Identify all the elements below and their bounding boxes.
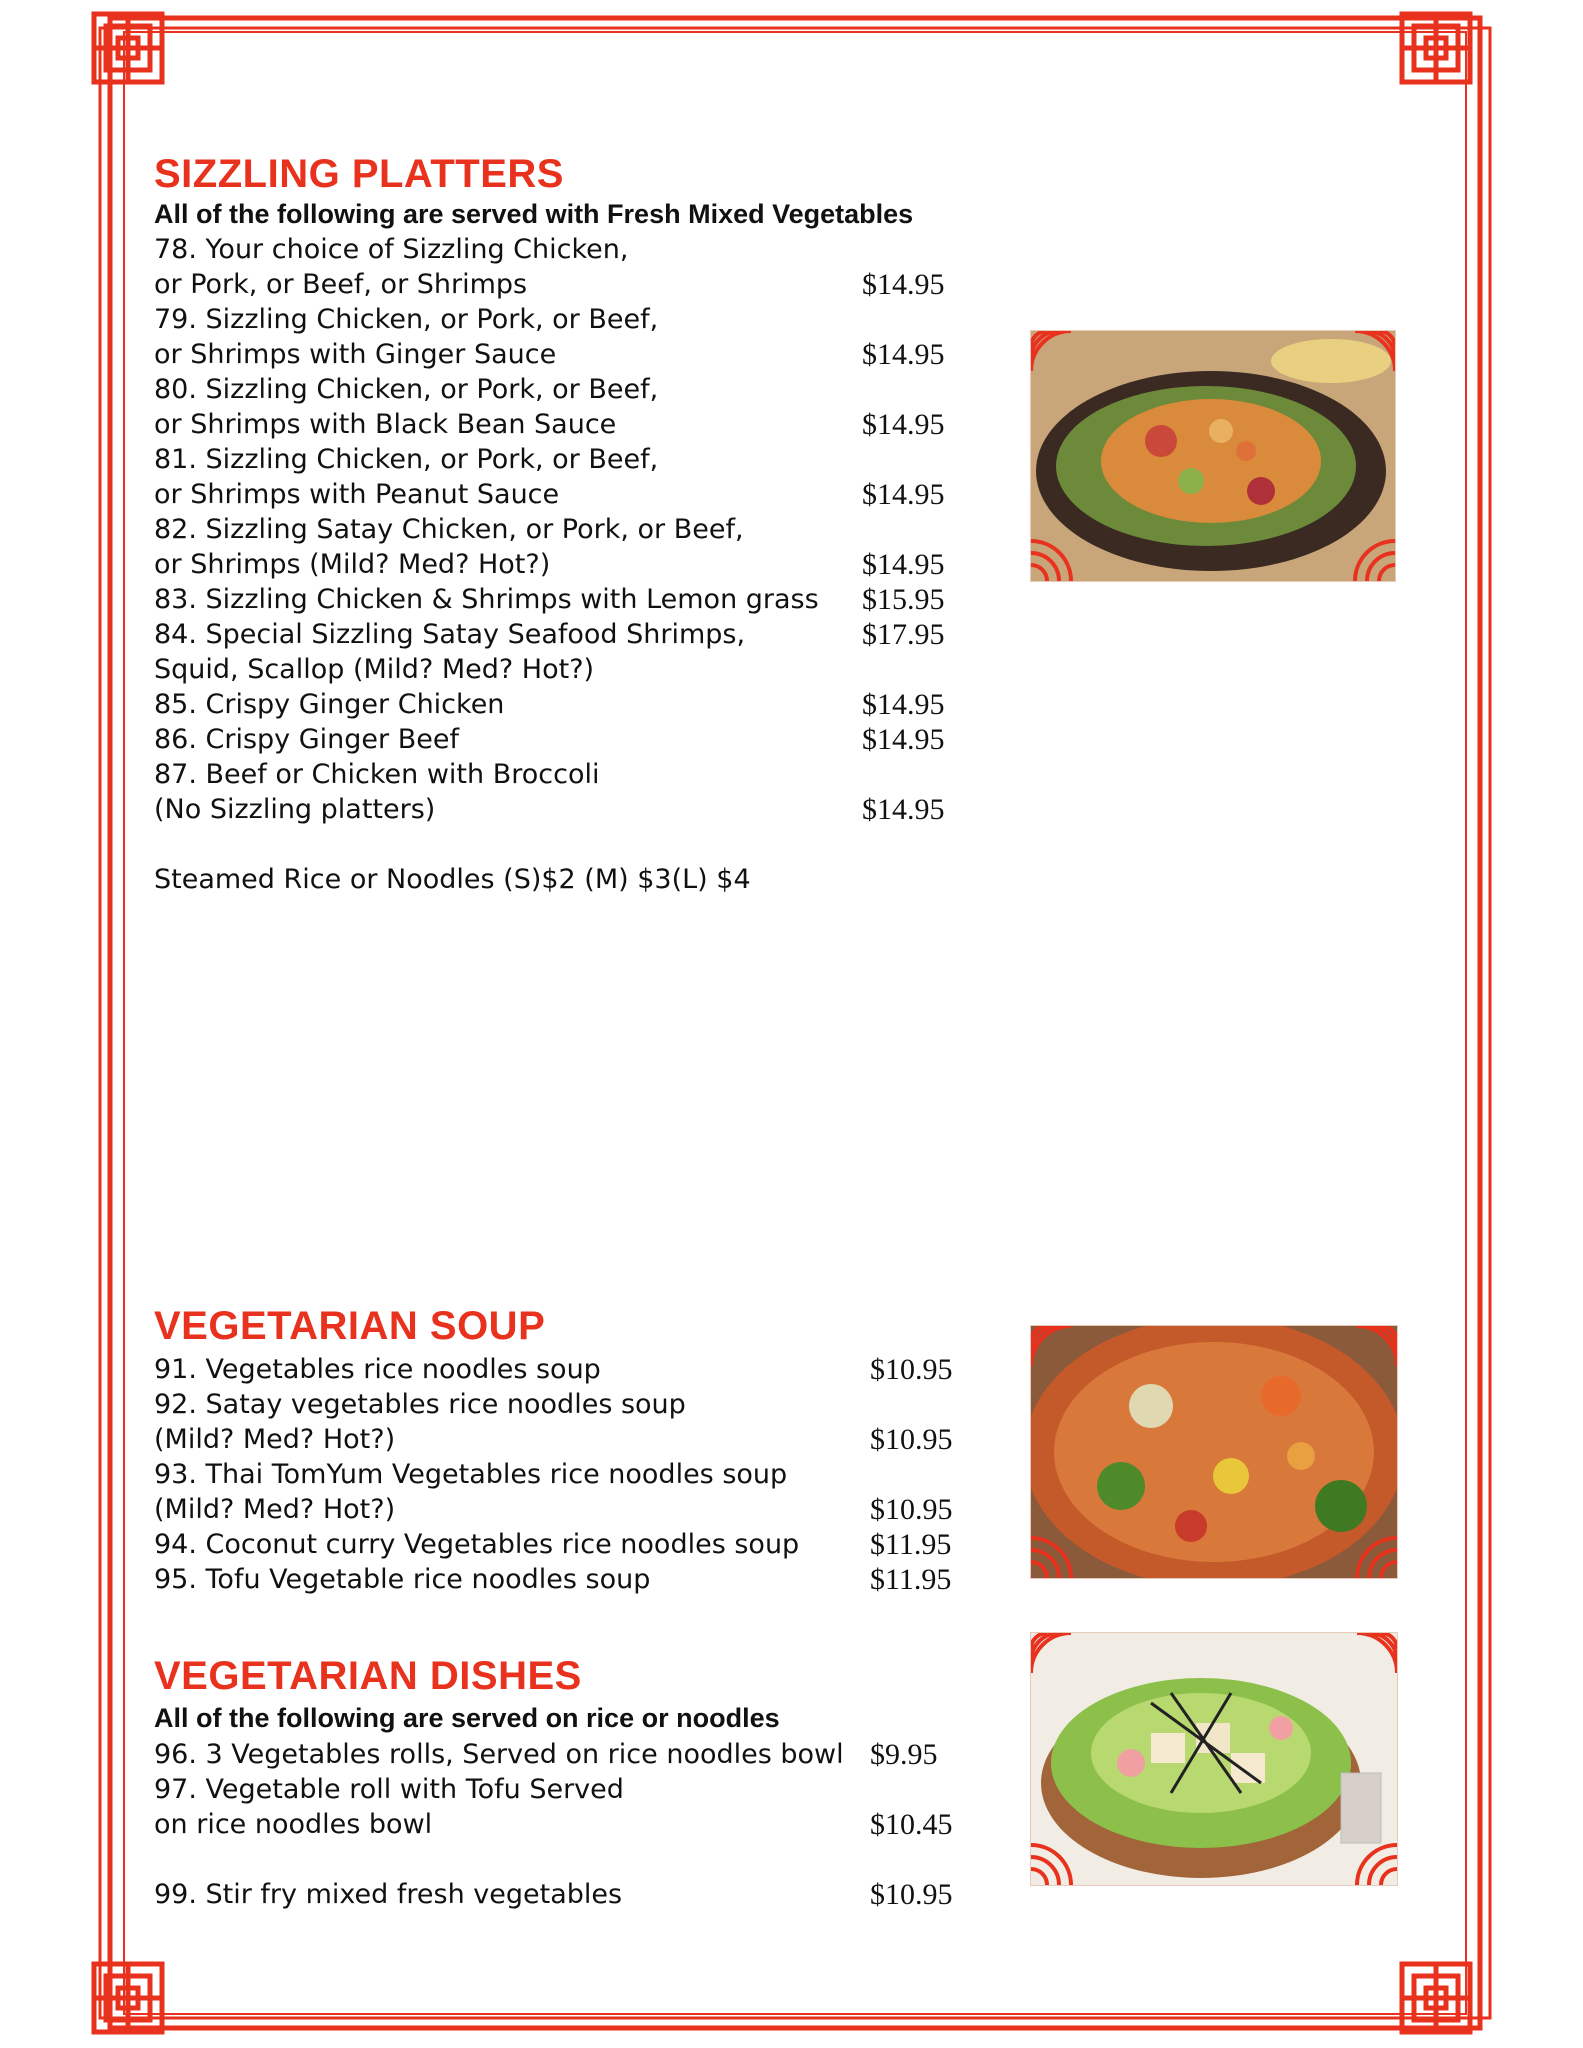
menu-item-80-line2: or Shrimps with Black Bean Sauce	[154, 409, 617, 440]
price-78: $14.95	[862, 268, 945, 301]
menu-item-85: 85. Crispy Ginger Chicken	[154, 689, 505, 720]
menu-item-81-line2: or Shrimps with Peanut Sauce	[154, 479, 560, 510]
menu-item-84-line1: 84. Special Sizzling Satay Seafood Shrimps,	[154, 619, 746, 650]
menu-item-95: 95. Tofu Vegetable rice noodles soup	[154, 1564, 651, 1595]
price-86: $14.95	[862, 723, 945, 756]
price-80: $14.95	[862, 408, 945, 441]
tofu-salad-photo	[1030, 1632, 1398, 1886]
section-title-vegetarian-dishes: VEGETARIAN DISHES	[154, 1654, 582, 1698]
menu-item-97-line2: on rice noodles bowl	[154, 1809, 433, 1840]
corner-ornament-bottom-left	[94, 1964, 162, 2032]
menu-item-82-line2: or Shrimps (Mild? Med? Hot?)	[154, 549, 551, 580]
menu-item-97-line1: 97. Vegetable roll with Tofu Served	[154, 1774, 624, 1805]
price-83: $15.95	[862, 583, 945, 616]
price-97: $10.45	[870, 1808, 953, 1841]
corner-ornament-top-right	[1402, 14, 1470, 82]
menu-item-87-line2: (No Sizzling platters)	[154, 794, 436, 825]
menu-item-96: 96. 3 Vegetables rolls, Served on rice noodles bowl	[154, 1739, 844, 1770]
price-99: $10.95	[870, 1878, 953, 1911]
menu-item-79-line2: or Shrimps with Ginger Sauce	[154, 339, 557, 370]
menu-item-93-line1: 93. Thai TomYum Vegetables rice noodles soup	[154, 1459, 788, 1490]
menu-item-92-line2: (Mild? Med? Hot?)	[154, 1424, 396, 1455]
menu-item-80-line1: 80. Sizzling Chicken, or Pork, or Beef,	[154, 374, 659, 405]
menu-item-78-line2: or Pork, or Beef, or Shrimps	[154, 269, 528, 300]
section-title-vegetarian-soup: VEGETARIAN SOUP	[154, 1304, 546, 1348]
menu-item-91: 91. Vegetables rice noodles soup	[154, 1354, 601, 1385]
menu-item-87-line1: 87. Beef or Chicken with Broccoli	[154, 759, 600, 790]
menu-item-81-line1: 81. Sizzling Chicken, or Pork, or Beef,	[154, 444, 659, 475]
price-95: $11.95	[870, 1563, 952, 1596]
price-91: $10.95	[870, 1353, 953, 1386]
price-81: $14.95	[862, 478, 945, 511]
section-title-sizzling-platters: SIZZLING PLATTERS	[154, 152, 564, 196]
menu-item-99: 99. Stir fry mixed fresh vegetables	[154, 1879, 623, 1910]
menu-item-92-line1: 92. Satay vegetables rice noodles soup	[154, 1389, 686, 1420]
menu-item-82-line1: 82. Sizzling Satay Chicken, or Pork, or Beef,	[154, 514, 744, 545]
price-92: $10.95	[870, 1423, 953, 1456]
menu-item-93-line2: (Mild? Med? Hot?)	[154, 1494, 396, 1525]
price-96: $9.95	[870, 1738, 938, 1771]
price-82: $14.95	[862, 548, 945, 581]
price-93: $10.95	[870, 1493, 953, 1526]
vegetable-soup-photo	[1030, 1325, 1398, 1579]
price-94: $11.95	[870, 1528, 952, 1561]
sizzling-subtitle: All of the following are served with Fresh Mixed Vegetables	[154, 199, 914, 229]
corner-ornament-top-left	[94, 14, 162, 82]
rice-noodles-note: Steamed Rice or Noodles (S)$2 (M) $3(L) $4	[154, 864, 751, 895]
price-85: $14.95	[862, 688, 945, 721]
sizzling-platter-photo	[1030, 330, 1396, 582]
vegetarian-dishes-subtitle: All of the following are served on rice or noodles	[154, 1703, 780, 1733]
corner-ornament-bottom-right	[1402, 1964, 1470, 2032]
menu-item-86: 86. Crispy Ginger Beef	[154, 724, 459, 755]
menu-item-79-line1: 79. Sizzling Chicken, or Pork, or Beef,	[154, 304, 659, 335]
menu-item-83: 83. Sizzling Chicken & Shrimps with Lemon grass	[154, 584, 819, 615]
menu-item-84-line2: Squid, Scallop (Mild? Med? Hot?)	[154, 654, 595, 685]
price-84: $17.95	[862, 618, 945, 651]
menu-item-94: 94. Coconut curry Vegetables rice noodles soup	[154, 1529, 800, 1560]
price-87: $14.95	[862, 793, 945, 826]
menu-item-78-line1: 78. Your choice of Sizzling Chicken,	[154, 234, 629, 265]
price-79: $14.95	[862, 338, 945, 371]
